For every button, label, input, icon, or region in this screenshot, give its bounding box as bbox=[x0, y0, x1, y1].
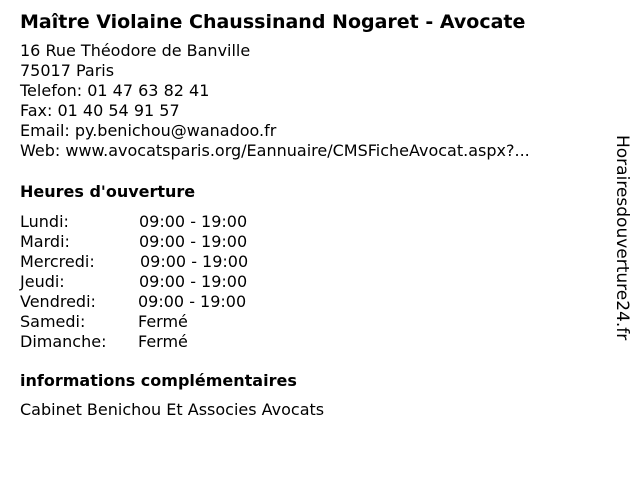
street-address: 16 Rue Théodore de Banville bbox=[20, 41, 251, 60]
opening-hours-heading: Heures d'ouverture bbox=[20, 182, 196, 201]
day-label: Jeudi: bbox=[20, 272, 65, 291]
day-label: Mercredi: bbox=[20, 252, 95, 271]
additional-info-text: Cabinet Benichou Et Associes Avocats bbox=[20, 400, 325, 419]
additional-info-heading: informations complémentaires bbox=[20, 371, 297, 390]
hours-row-wednesday bbox=[20, 252, 600, 272]
phone-number: Telefon: 01 47 63 82 41 bbox=[20, 81, 210, 100]
hours-value: 09:00 - 19:00 bbox=[139, 272, 248, 291]
opening-hours-table bbox=[20, 212, 600, 352]
website-url: Web: www.avocatsparis.org/Eannuaire/CMSFicheAvocat.aspx?... bbox=[20, 141, 530, 160]
site-watermark: Horairesdouverture24.fr bbox=[612, 135, 632, 341]
business-card bbox=[20, 10, 600, 420]
hours-row-monday bbox=[20, 212, 600, 232]
hours-value: 09:00 - 19:00 bbox=[139, 232, 248, 251]
address-block bbox=[20, 41, 600, 161]
hours-row-thursday bbox=[20, 272, 600, 292]
day-label: Dimanche: bbox=[20, 332, 107, 351]
city-postcode: 75017 Paris bbox=[20, 61, 115, 80]
day-label: Samedi: bbox=[20, 312, 86, 331]
hours-row-tuesday bbox=[20, 232, 600, 252]
hours-row-friday bbox=[20, 292, 600, 312]
hours-row-sunday bbox=[20, 332, 600, 352]
hours-value: 09:00 - 19:00 bbox=[139, 212, 248, 231]
hours-value: 09:00 - 19:00 bbox=[140, 252, 249, 271]
day-label: Vendredi: bbox=[20, 292, 96, 311]
email-address: Email: py.benichou@wanadoo.fr bbox=[20, 121, 277, 140]
hours-row-saturday bbox=[20, 312, 600, 332]
hours-value: 09:00 - 19:00 bbox=[138, 292, 247, 311]
day-label: Mardi: bbox=[20, 232, 70, 251]
page-title: Maître Violaine Chaussinand Nogaret - Avocate bbox=[20, 11, 526, 33]
hours-value: Fermé bbox=[138, 332, 188, 351]
day-label: Lundi: bbox=[20, 212, 69, 231]
fax-number: Fax: 01 40 54 91 57 bbox=[20, 101, 180, 120]
hours-value: Fermé bbox=[138, 312, 188, 331]
